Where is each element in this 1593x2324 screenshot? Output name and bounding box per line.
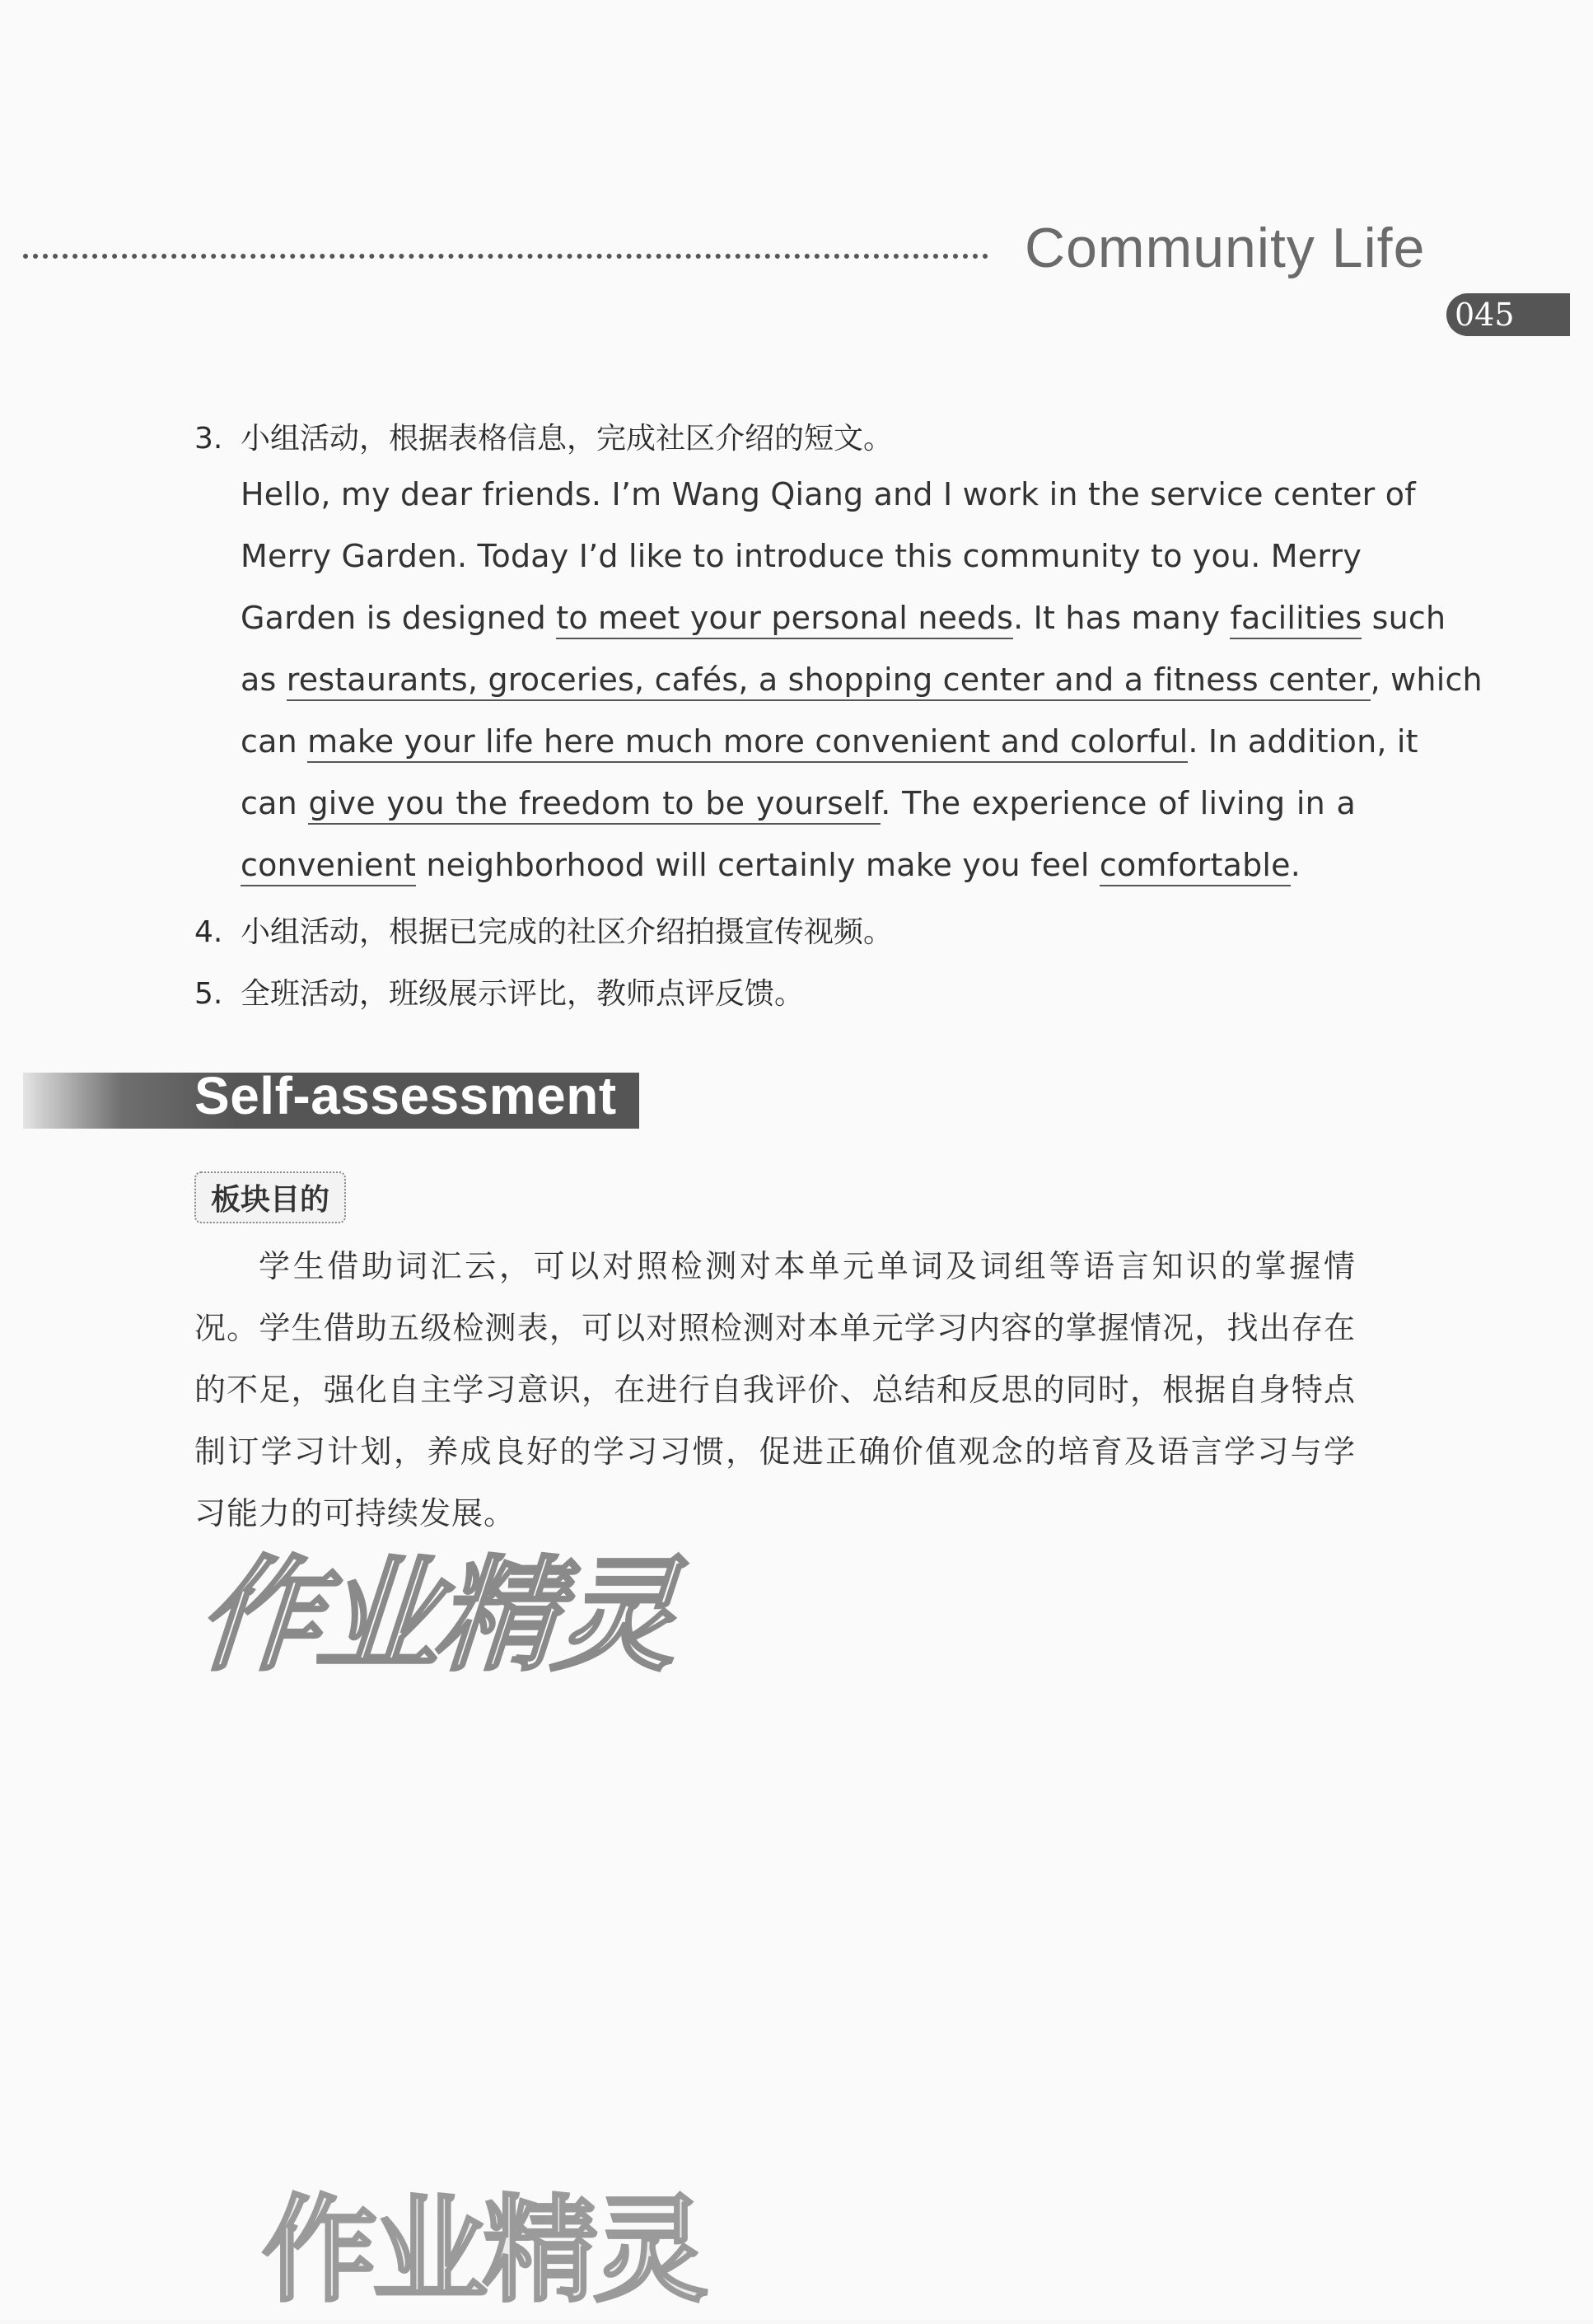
filled-blank: make your life here much more convenient and colorful (307, 723, 1188, 763)
step-3 (194, 415, 893, 457)
passage-line-7 (241, 847, 1356, 883)
purpose-line-1: 学生借助词汇云，可以对照检测对本单元单词及词组等语言知识的掌握情 (259, 1248, 1356, 1284)
passage-text: . The experience of living in a (881, 785, 1356, 821)
filled-blank: restaurants, groceries, cafés, a shopping center and a fitness center (287, 662, 1371, 701)
header-dotted-rule (23, 254, 988, 259)
step-text: 小组活动，根据已完成的社区介绍拍摄宣传视频。 (241, 915, 894, 949)
section-title: Self-assessment (194, 1066, 617, 1125)
passage-text: Hello, my dear friends. I’m Wang Qiang and I work in the service center of (241, 476, 1416, 512)
step-4 (194, 909, 893, 951)
step-text: 小组活动，根据表格信息，完成社区介绍的短文。 (241, 422, 894, 456)
page-number-badge: 045 (1446, 293, 1570, 336)
step-text: 全班活动，班级展示评比，教师点评反馈。 (241, 977, 805, 1011)
step-number: 4. (194, 915, 223, 949)
filled-blank: give you the freedom to be yourself (308, 785, 881, 825)
passage-text: Garden is designed (241, 600, 557, 636)
passage-text: neighborhood will certainly make you feel (416, 847, 1100, 883)
purpose-line-2: 况。学生借助五级检测表，可以对照检测对本单元学习内容的掌握情况，找出存在 (194, 1310, 1356, 1346)
purpose-line-5: 习能力的可持续发展。 (194, 1495, 516, 1531)
passage-text: . In addition, it (1188, 723, 1418, 760)
passage-line-3 (241, 600, 1446, 636)
step-5 (194, 970, 804, 1012)
section-purpose-tag: 板块目的 (194, 1171, 346, 1223)
passage-text: . It has many (1013, 600, 1231, 636)
passage-line-1 (241, 476, 1416, 512)
step-number: 5. (194, 977, 223, 1011)
passage-line-6 (241, 785, 1356, 821)
passage-text: as (241, 662, 287, 698)
passage-text: . (1290, 847, 1301, 883)
running-header-title: Community Life (1025, 217, 1426, 279)
passage-text: Merry Garden. Today I’d like to introduce this community to you. Merry (241, 538, 1362, 574)
passage-text: can (241, 785, 309, 821)
passage-text: such (1362, 600, 1446, 636)
passage-line-2 (241, 538, 1362, 574)
filled-blank: to meet your personal needs (556, 600, 1013, 639)
watermark-logo: 作业精灵 (262, 2184, 704, 2318)
passage-text: can (241, 723, 308, 760)
step-number: 3. (194, 422, 223, 456)
filled-blank: comfortable (1100, 847, 1291, 886)
passage-line-5 (241, 723, 1418, 760)
filled-blank: facilities (1230, 600, 1362, 639)
passage-line-4 (241, 662, 1483, 698)
passage-text: , which (1370, 662, 1483, 698)
filled-blank: convenient (241, 847, 416, 886)
purpose-line-4: 制订学习计划，养成良好的学习习惯，促进正确价值观念的培育及语言学习与学 (194, 1433, 1356, 1470)
purpose-line-3: 的不足，强化自主学习意识，在进行自我评价、总结和反思的同时，根据自身特点 (194, 1372, 1356, 1408)
watermark-logo: 作业精灵 (185, 1545, 707, 1688)
